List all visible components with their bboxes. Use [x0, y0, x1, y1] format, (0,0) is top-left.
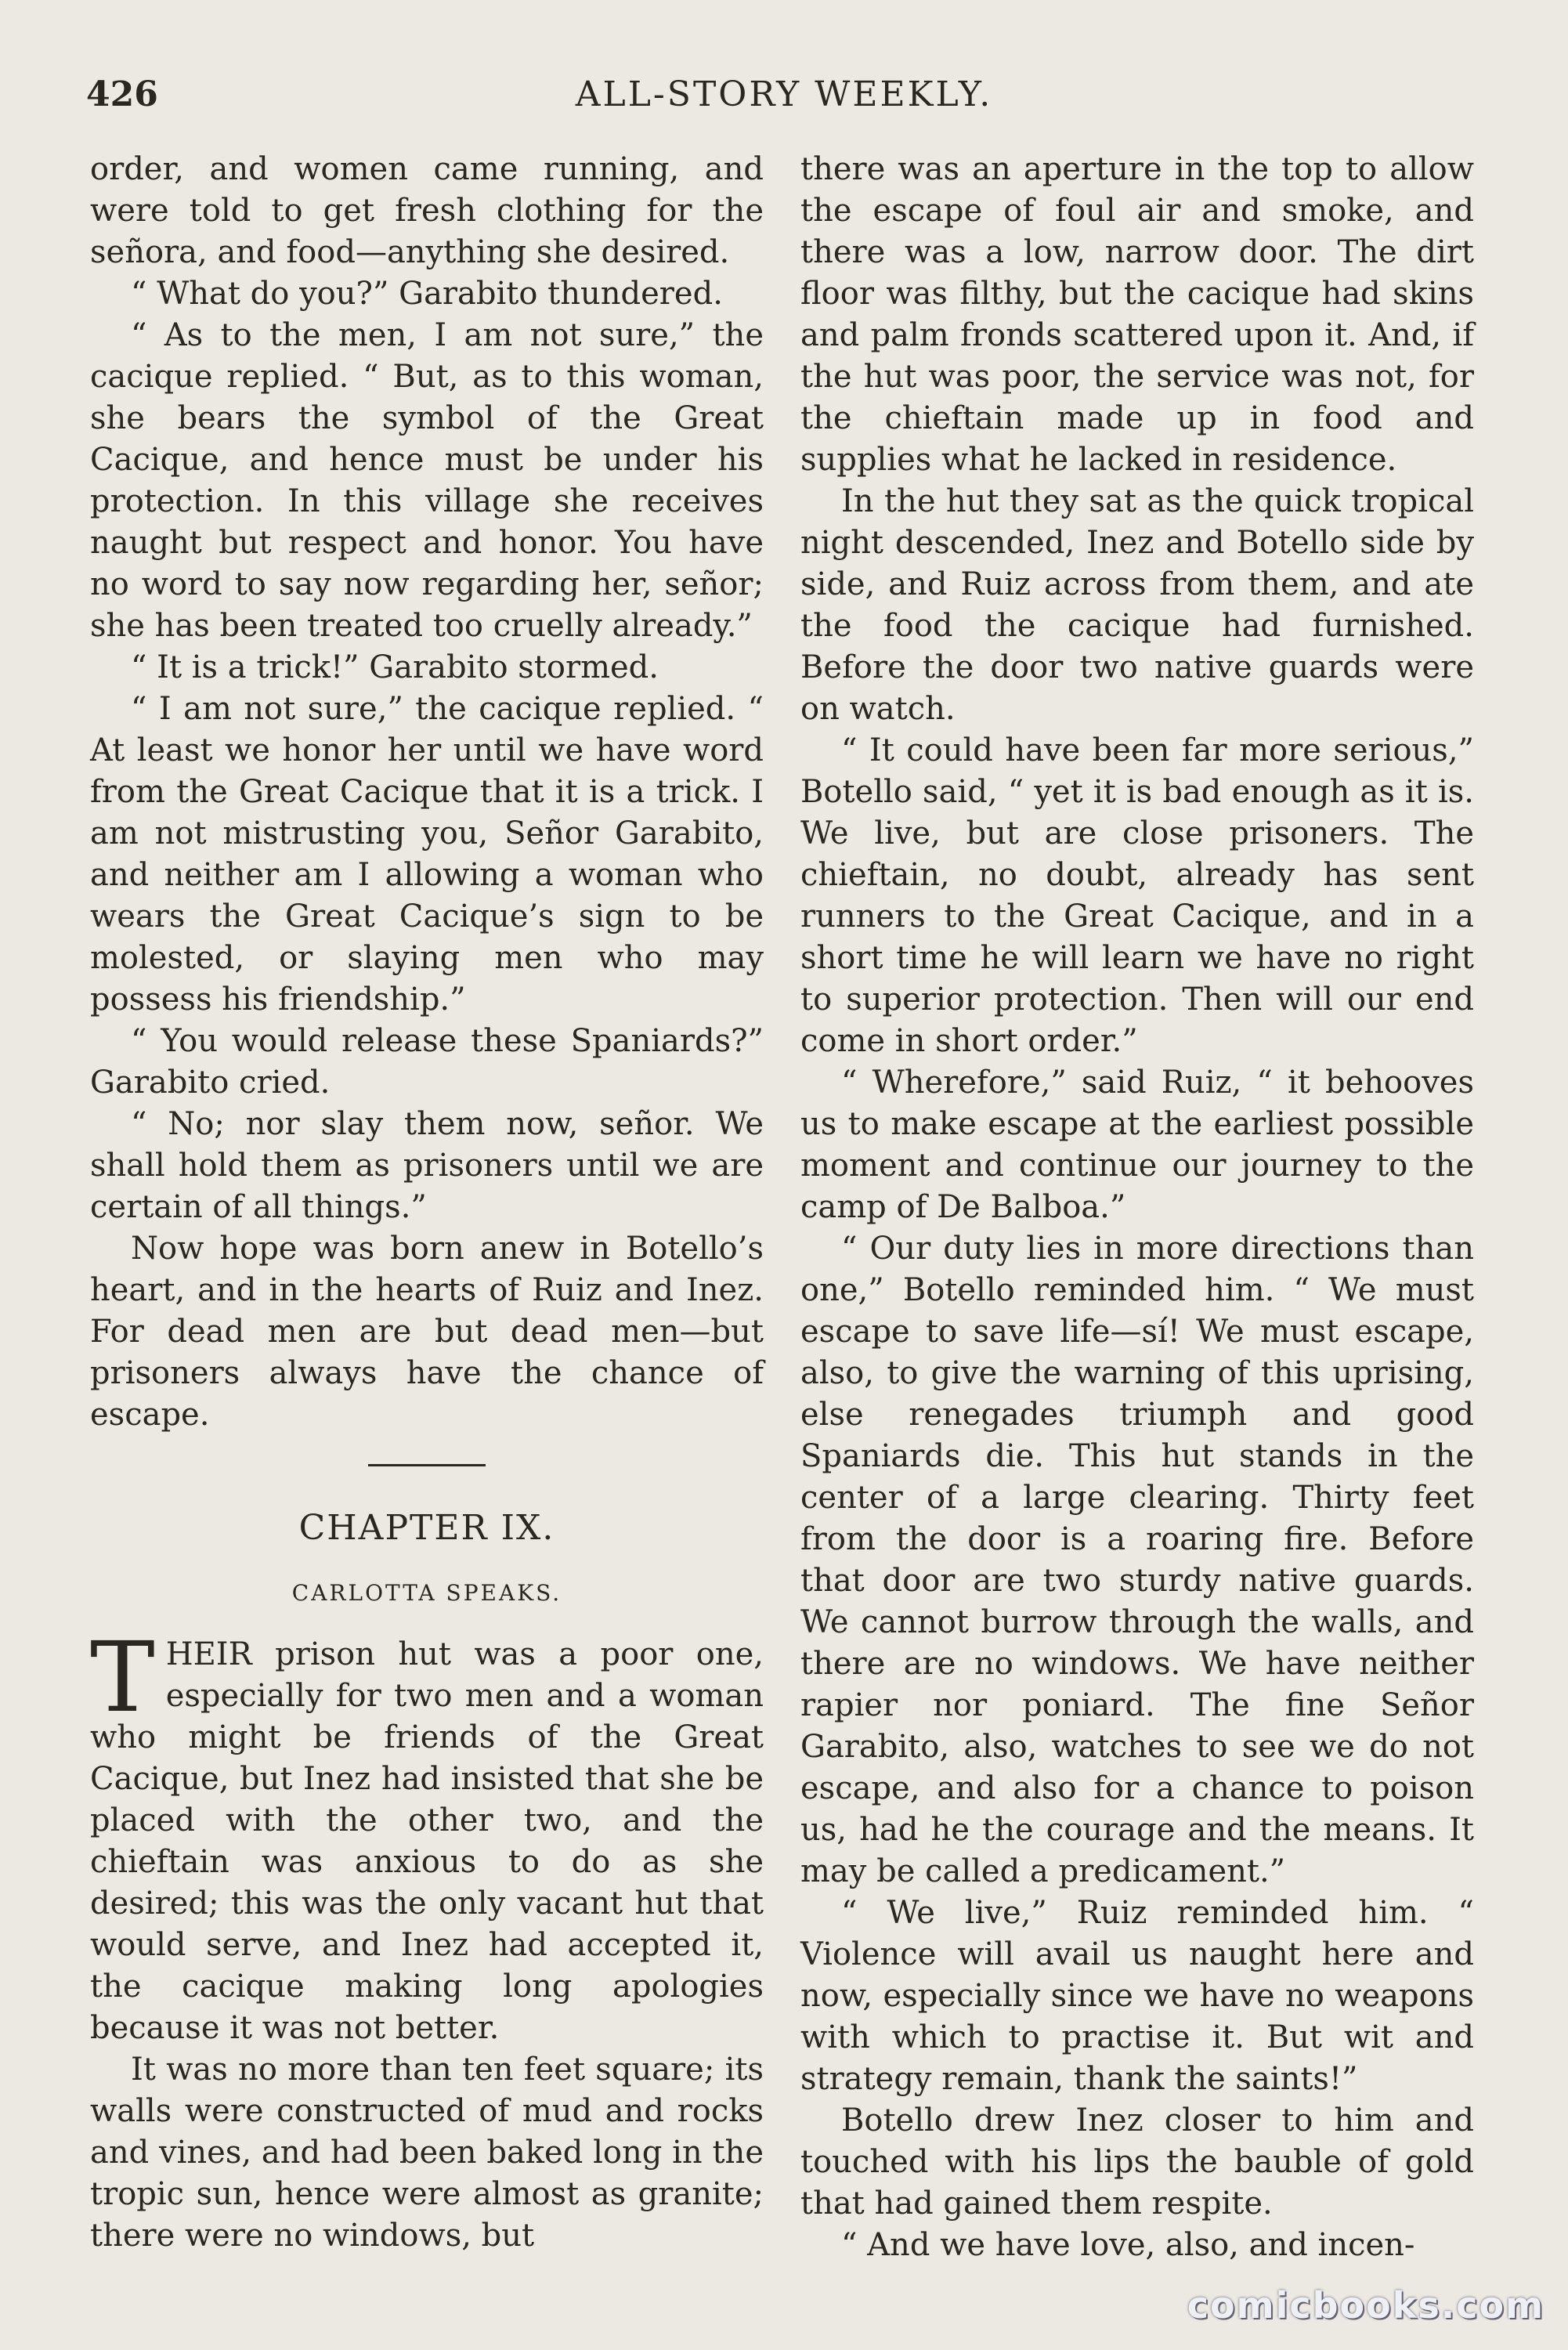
paragraph: there was an aperture in the top to allow the escape of foul air and smoke, and there was a low, narrow door. The dirt floor was filthy, but the cacique had skins and palm fronds scattered upon it. And, if the hut was poor, the service was not, for the chieftain made up in food and supplies what he lacked in residence.	[800, 151, 1474, 478]
paragraph: “ No; nor slay them now, señor. We shall hold them as prisoners until we are certain of all things.”	[90, 1106, 764, 1225]
paragraph: “ Wherefore,” said Ruiz, “ it behooves us to make escape at the earliest possible moment and continue our journey to the camp of De Balboa.”	[800, 1065, 1474, 1225]
section-divider	[368, 1464, 486, 1466]
paragraph: “ You would release these Spaniards?” Garabito cried.	[90, 1023, 764, 1101]
right-column	[800, 149, 1474, 2266]
chapter-title: CHAPTER IX.	[298, 1508, 555, 1548]
running-head: ALL-STORY WEEKLY.	[575, 74, 993, 114]
left-column	[90, 149, 764, 2257]
paragraph: “ It could have been far more serious,” Botello said, “ yet it is bad enough as it is. We live, but are close prisoners. The chieftain, no doubt, already has sent runners to the Great Cacique, and in a short time he will learn we have no right to superior protection. Then will our end come in short order.”	[800, 732, 1474, 1059]
paragraph: “ Our duty lies in more directions than one,” Botello reminded him. “ We must escape to save life—sí! We must escape, also, to give the warning of this uprising, else renegades triumph and good Spaniards die. This hut stands in the center of a large clearing. Thirty feet from the door is a roaring fire. Before that door are two sturdy native guards. We cannot burrow through the walls, and there are no windows. We have neither rapier nor poniard. The fine Señor Garabito, also, watches to see we do not escape, and also for a chance to poison us, had he the courage and the means. It may be called a predicament.”	[800, 1231, 1474, 1889]
paragraph-text: HEIR prison hut was a poor one, especially for two men and a woman who might be friends of the Great Cacique, but Inez had insisted that she be placed with the other two, and the chieftain was anxious to do as she desired; this was the only vacant hut that would serve, and Inez had accepted it, the cacique making long apologies because it was not better.	[90, 1636, 764, 2046]
paragraph: “ It is a trick!” Garabito stormed.	[131, 649, 659, 685]
paragraph: “ I am not sure,” the cacique replied. “ At least we honor her until we have word from the Great Cacique that it is a trick. I am not mistrusting you, Señor Garabito, and neither am I allowing a woman who wears the Great Cacique’s sign to be molested, or slaying men who may possess his friendship.”	[90, 691, 764, 1018]
paragraph: “ And we have love, also, and incen-	[841, 2227, 1415, 2263]
chapter-opening-paragraph	[90, 1622, 764, 2049]
paragraph: “ As to the men, I am not sure,” the cacique replied. “ But, as to this woman, she bears the symbol of the Great Cacique, and hence must be under his protection. In this village she receives naught but respect and honor. You have no word to say now regarding her, señor; she has been treated too cruelly already.”	[90, 317, 764, 644]
drop-cap: T	[90, 1622, 155, 1734]
chapter-subtitle: CARLOTTA SPEAKS.	[291, 1580, 562, 1606]
watermark: comicbooks.com	[1187, 2284, 1545, 2326]
paragraph: Now hope was born anew in Botello’s heart, and in the hearts of Ruiz and Inez. For dead men are but dead men—but prisoners always have the chance of escape.	[90, 1231, 764, 1433]
paragraph: In the hut they sat as the quick tropical night descended, Inez and Botello side by side, and Ruiz across from them, and ate the food the cacique had furnished. Before the door two native guards were on watch.	[800, 483, 1474, 727]
paragraph: order, and women came running, and were told to get fresh clothing for the señora, and food—anything she desired.	[90, 151, 764, 270]
page-number: 426	[86, 74, 158, 114]
paragraph: Botello drew Inez closer to him and touched with his lips the bauble of gold that had gained them respite.	[800, 2102, 1474, 2222]
paragraph: It was no more than ten feet square; its walls were constructed of mud and rocks and vines, and had been baked long in the tropic sun, hence were almost as granite; there were no windows, but	[90, 2052, 764, 2254]
paragraph: “ We live,” Ruiz reminded him. “ Violence will avail us naught here and now, especially since we have no weapons with which to practise it. But wit and strategy remain, thank the saints!”	[800, 1895, 1474, 2097]
paragraph: “ What do you?” Garabito thundered.	[131, 276, 723, 312]
